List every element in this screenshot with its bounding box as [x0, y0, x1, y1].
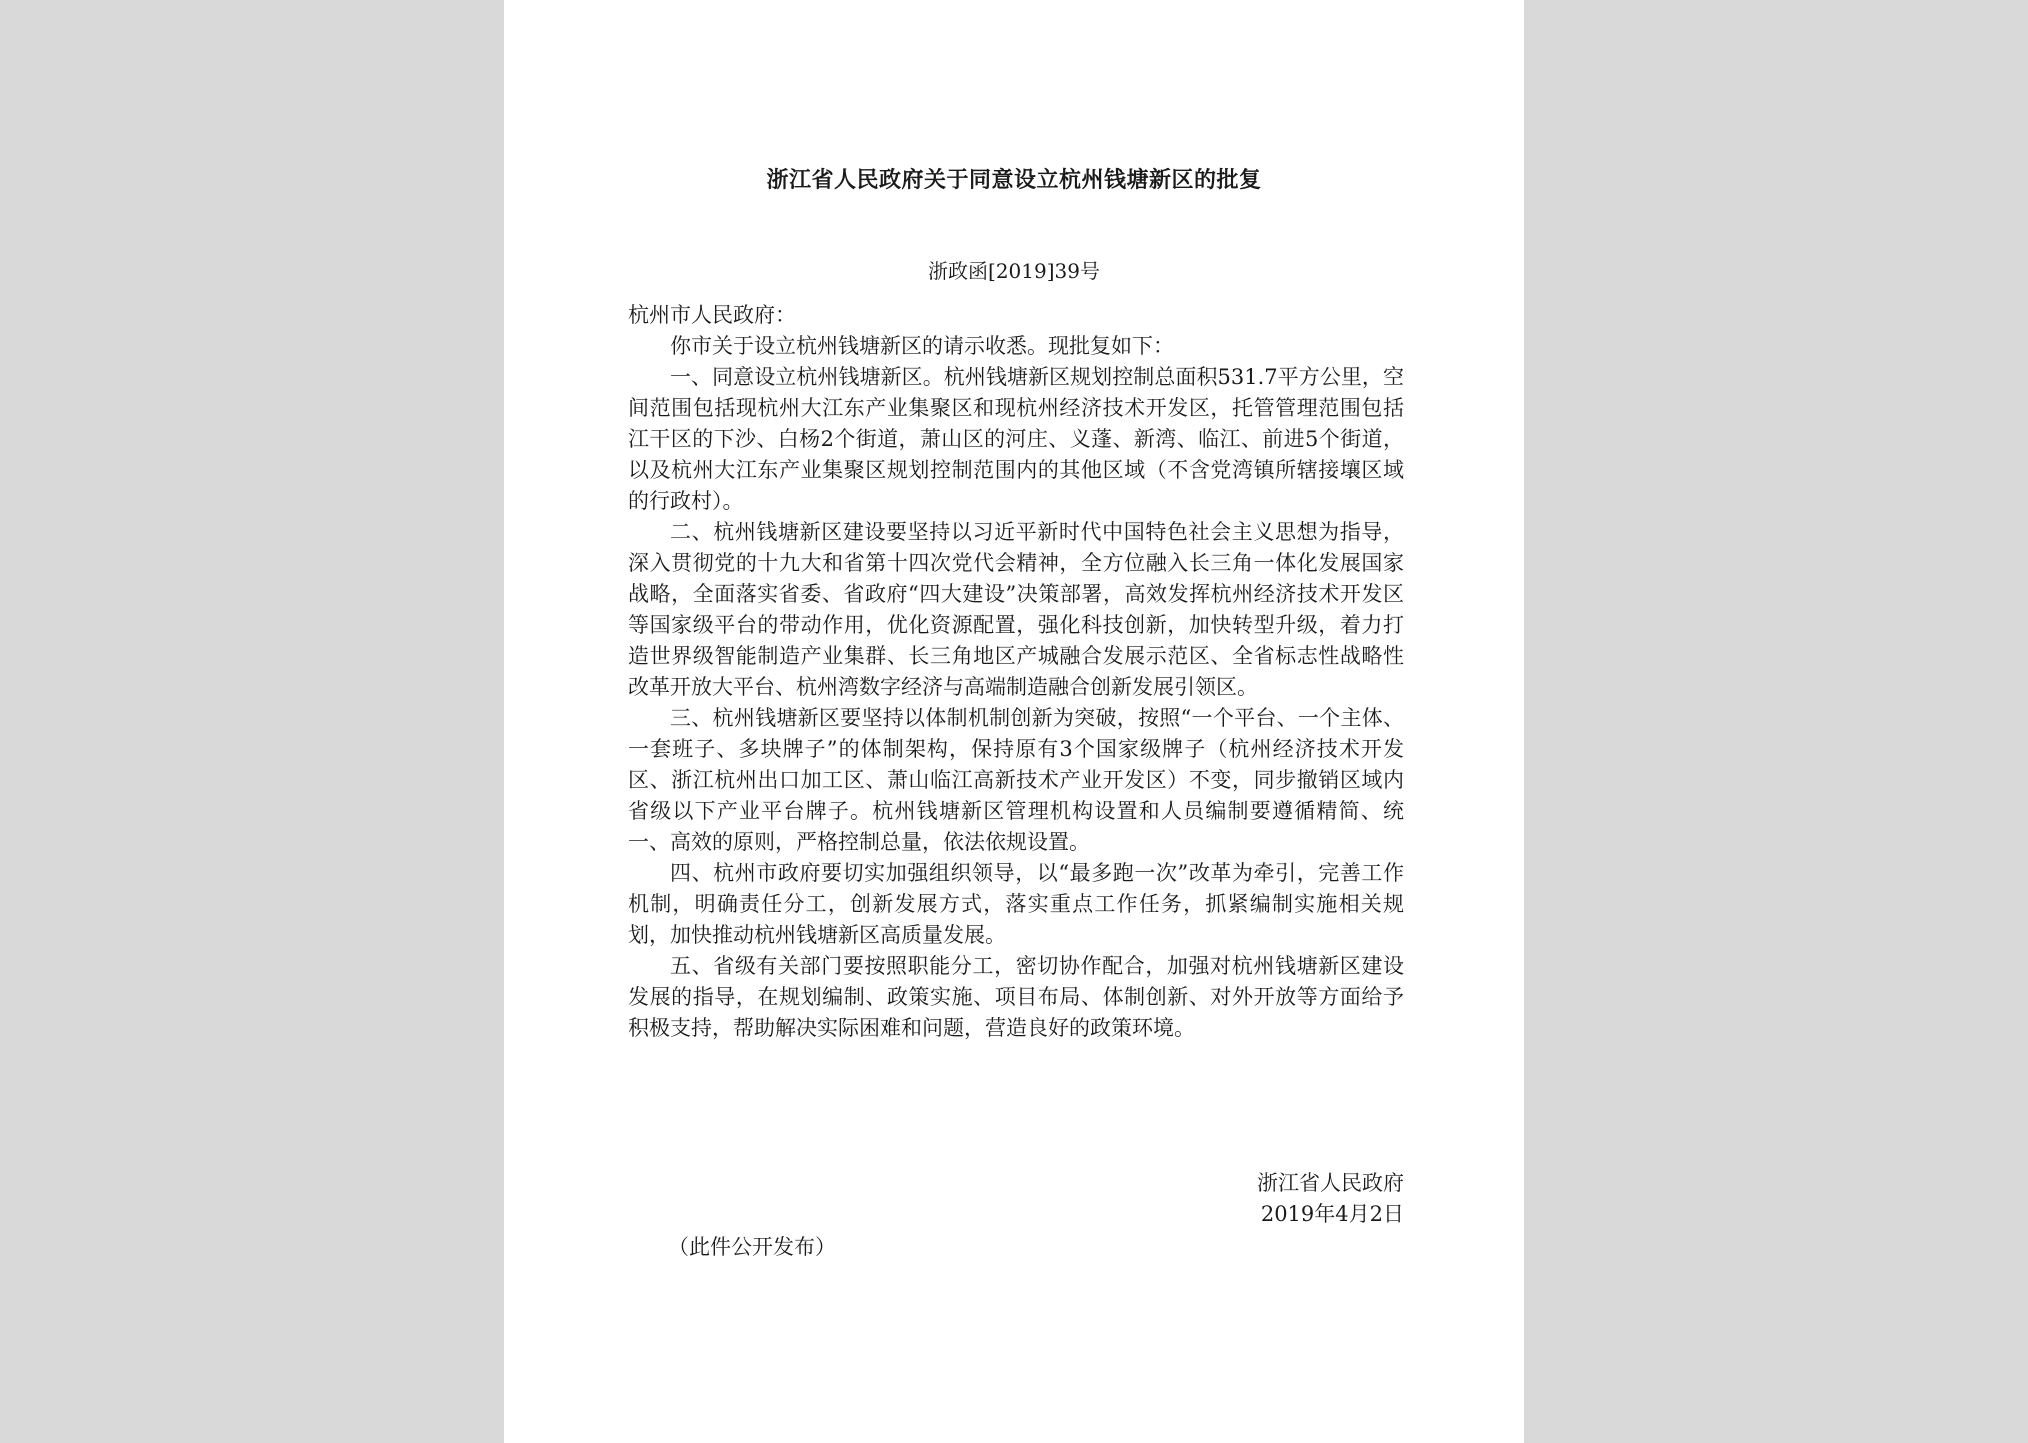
document-body — [628, 300, 1404, 1044]
document-number: 浙政函[2019]39号 — [928, 259, 1100, 283]
document-title: 浙江省人民政府关于同意设立杭州钱塘新区的批复 — [766, 168, 1262, 193]
issue-date: 2019年4月2日 — [1260, 1202, 1404, 1226]
paragraph-4: 四、杭州市政府要切实加强组织领导，以“最多跑一次”改革为牵引，完善工作机制，明确责任分工，创新发展方式，落实重点工作任务，抓紧编制实施相关规划，加快推动杭州钱塘新区高质量发展。 — [628, 861, 1404, 947]
paragraph-intro: 你市关于设立杭州钱塘新区的请示收悉。现批复如下： — [670, 334, 1174, 358]
salutation: 杭州市人民政府： — [628, 303, 796, 327]
paragraph-5: 五、省级有关部门要按照职能分工，密切协作配合，加强对杭州钱塘新区建设发展的指导，在规划编制、政策实施、项目布局、体制创新、对外开放等方面给予积极支持，帮助解决实际困难和问题，营造良好的政策环境。 — [628, 954, 1404, 1040]
issuer-name: 浙江省人民政府 — [1257, 1171, 1404, 1195]
paragraph-1: 一、同意设立杭州钱塘新区。杭州钱塘新区规划控制总面积531.7平方公里，空间范围包括现杭州大江东产业集聚区和现杭州经济技术开发区，托管管理范围包括江干区的下沙、白杨2个街道，萧山区的河庄、义蓬、新湾、临江、前进5个街道，以及杭州大江东产业集聚区规划控制范围内的其他区域（不含党湾镇所辖接壤区域的行政村）。 — [628, 365, 1404, 513]
paragraph-2: 二、杭州钱塘新区建设要坚持以习近平新时代中国特色社会主义思想为指导，深入贯彻党的十九大和省第十四次党代会精神，全方位融入长三角一体化发展国家战略，全面落实省委、省政府“四大建设”决策部署，高效发挥杭州经济技术开发区等国家级平台的带动作用，优化资源配置，强化科技创新，加快转型升级，着力打造世界级智能制造产业集群、长三角地区产城融合发展示范区、全省标志性战略性改革开放大平台、杭州湾数字经济与高端制造融合创新发展引领区。 — [628, 520, 1404, 699]
publish-note: （此件公开发布） — [668, 1235, 836, 1259]
paragraph-3: 三、杭州钱塘新区要坚持以体制机制创新为突破，按照“一个平台、一个主体、一套班子、多块牌子”的体制架构，保持原有3个国家级牌子（杭州经济技术开发区、浙江杭州出口加工区、萧山临江高新技术产业开发区）不变，同步撤销区域内省级以下产业平台牌子。杭州钱塘新区管理机构设置和人员编制要遵循精简、统一、高效的原则，严格控制总量，依法依规设置。 — [628, 706, 1404, 854]
signature-block — [628, 1168, 1404, 1230]
document-page — [504, 0, 1524, 1443]
